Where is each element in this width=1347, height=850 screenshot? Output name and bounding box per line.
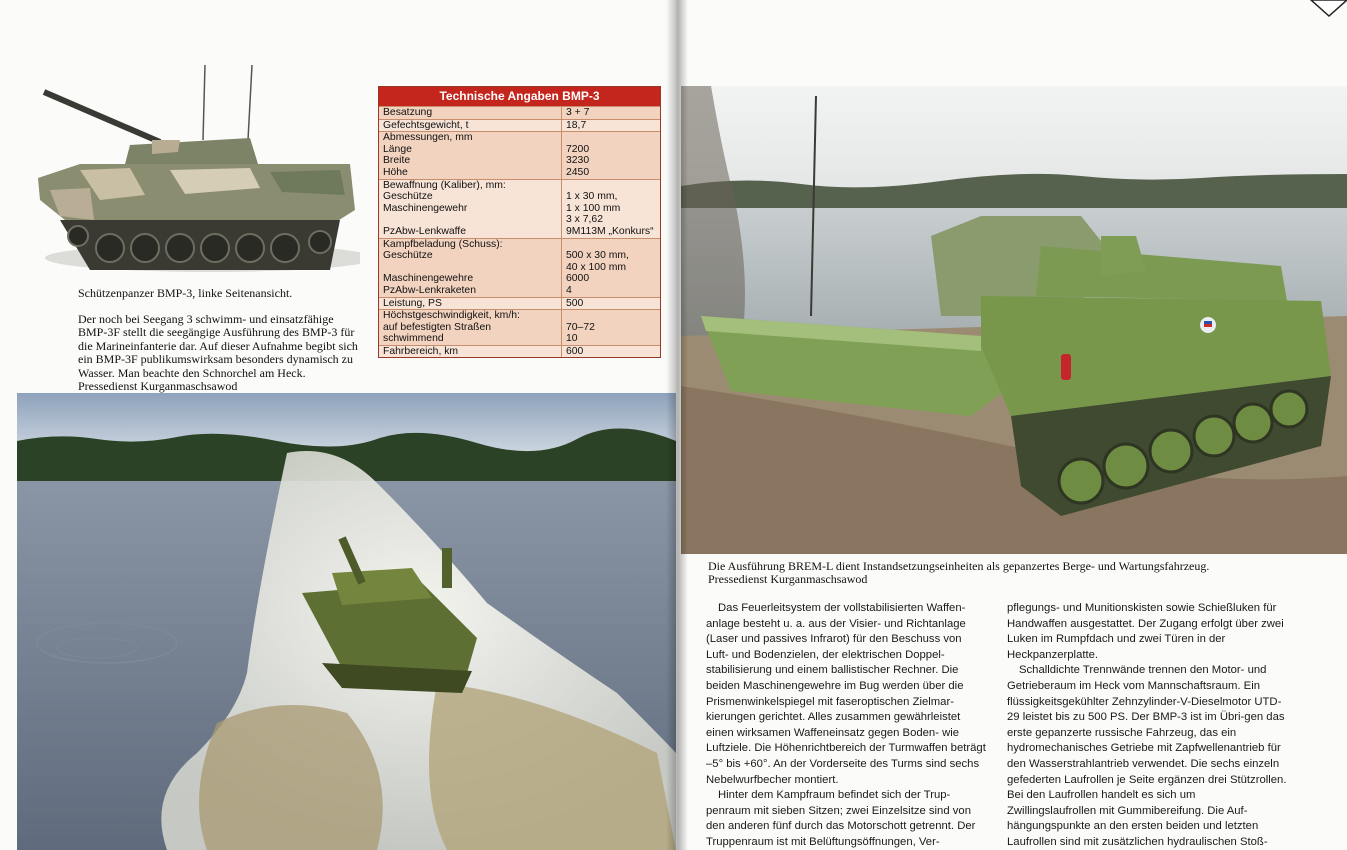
spec-value-line: 1 x 100 mm — [566, 202, 621, 214]
spec-value-line: 500 x 30 mm, — [566, 250, 629, 262]
spec-key-line: Leistung, PS — [383, 297, 442, 309]
spec-value-line: 6000 — [566, 273, 590, 285]
spec-row — [379, 238, 660, 297]
spec-value-line — [566, 180, 656, 192]
bmp3-illustration — [20, 60, 360, 280]
spec-key-line: Breite — [383, 155, 411, 167]
brem-l-illustration — [681, 86, 1347, 554]
spec-value-line: 70–72 — [566, 321, 595, 333]
spec-key-line: PzAbw-Lenkraketen — [383, 284, 476, 296]
body-col1-paragraph-1: Das Feuerleitsystem der vollstabilisierten Waffen-anlage besteht u. a. aus der Visier- und Richtanlage (Laser und passives Infrarot) für den Beschuss von Luft- und Bodenzielen, der elektrischen Doppel-stabilisierung und einem ballistischer Rechner. Die beiden Maschinengewehre im Bug werden über die Prismenwinkelspiegel mit faseroptischen Zielmar-kierungen gerichtet. Alles zusammen gewährleistet einen wirksamen Waffeneinsatz gegen Boden- wie Luftziele. Die Höhenrichtbereich der Turmwaffen beträgt –5° bis +60°. An der Vorderseite des Turms sind sechs Nebelwurfbecher montiert. — [706, 602, 986, 786]
spec-value-line: 4 — [566, 284, 572, 296]
spec-table — [378, 86, 661, 358]
right-page — [676, 0, 1347, 850]
spec-value-line: 3230 — [566, 155, 590, 167]
spec-key — [379, 239, 562, 297]
spec-value — [562, 120, 660, 132]
spec-value-line: 10 — [566, 333, 578, 345]
spec-key-line — [383, 262, 557, 274]
spec-row — [379, 309, 660, 345]
spec-value — [562, 132, 660, 178]
spec-row — [379, 297, 660, 310]
spec-key-line: Geschütze — [383, 191, 433, 203]
spec-row — [379, 179, 660, 238]
spec-value-line: 18,7 — [566, 119, 587, 131]
spec-key — [379, 310, 562, 345]
spec-key — [379, 120, 562, 132]
body-col2-paragraph-2: Schalldichte Trennwände trennen den Motor- und Getrieberaum im Heck vom Mannschaftsraum. Ein flüssigkeitsgekühlter Zehnzylinder-V-Dieselmotor UTD-29 leistet bis zu 500 PS. Der BMP-3 ist im Übri-gen das erste gepanzerte russische Fahrzeug, das ein hydromechanisches Getriebe mit Zapfwellenantrieb für den Wasserstrahlantrieb verwendet. Die sechs einzeln gefederten Laufrollen je Seite ergänzen drei Stützrollen. Bei den Laufrollen handelt es sich um Zwillingslaufrollen mit Gummibereifung. Die Auf-hängungspunkte an den ersten beiden und letzten Laufrollen sind mit zusätzlichen hydraulischen Stoß- — [1007, 664, 1287, 848]
body-column-1 — [706, 601, 986, 850]
spec-key-line — [383, 214, 557, 226]
spec-key-line: Maschinengewehre — [383, 273, 474, 285]
spec-key-line: Maschinengewehr — [383, 202, 468, 214]
spec-key-line: Abmessungen, mm — [383, 132, 473, 144]
caption-brem-l: Die Ausführung BREM-L dient Instandsetzungseinheiten als gepanzertes Berge- und Wartungsfahrzeug. Pressedienst Kurganmaschsawod — [708, 559, 1210, 587]
caption-bmp3-side-view: Schützenpanzer BMP-3, linke Seitenansicht. — [78, 286, 293, 300]
page-corner-fold-icon — [1307, 0, 1347, 20]
spec-value-line: 40 x 100 mm — [566, 261, 627, 273]
spec-value-line — [566, 310, 656, 322]
caption-bmp3f: Der noch bei Seegang 3 schwimm- und einsatzfähige BMP-3F stellt die seegängige Ausführung des BMP-3 für die Marineinfanterie dar. Auf dieser Aufnahme begibt sich ein BMP-3F publikumswirksam besonders dynamisch zu Wasser. Man beachte den Schnorchel am Heck. Pressedienst Kurganmaschsawod — [78, 312, 358, 394]
spec-value — [562, 346, 660, 358]
spec-key-line: Höchstgeschwindigkeit, km/h: — [383, 310, 520, 322]
spec-key-line: Höhe — [383, 166, 408, 178]
spec-key-line: Besatzung — [383, 107, 433, 118]
spec-key-line: Geschütze — [383, 250, 433, 262]
spec-key — [379, 107, 562, 119]
spec-row — [379, 345, 660, 358]
spec-value — [562, 107, 660, 119]
brem-l-photo — [681, 86, 1347, 554]
body-column-2 — [1007, 601, 1287, 850]
spec-value — [562, 180, 660, 238]
spec-value-line: 1 x 30 mm, — [566, 191, 618, 203]
spec-key — [379, 180, 562, 238]
spec-value-line: 3 + 7 — [566, 107, 590, 118]
spec-row — [379, 106, 660, 119]
bmp3f-illustration — [17, 393, 676, 850]
spec-key — [379, 132, 562, 178]
spec-value — [562, 298, 660, 310]
spec-value-line: 600 — [566, 345, 584, 357]
spec-value-line — [566, 239, 656, 251]
bmp3f-water-photo — [17, 393, 676, 850]
spec-table-rows — [379, 106, 660, 357]
spec-value-line: 2450 — [566, 166, 590, 178]
spec-key-line: Kampfbeladung (Schuss): — [383, 238, 503, 250]
spec-key — [379, 298, 562, 310]
spec-value — [562, 310, 660, 345]
spec-value — [562, 239, 660, 297]
spec-value-line: 3 x 7,62 — [566, 214, 603, 226]
spec-key-line: auf befestigten Straßen — [383, 321, 492, 333]
spec-key-line: schwimmend — [383, 333, 444, 345]
bmp3-side-view-photo — [20, 60, 360, 280]
spec-value-line: 7200 — [566, 143, 590, 155]
spec-key — [379, 346, 562, 358]
spec-value-line — [566, 132, 656, 144]
body-col1-paragraph-2: Hinter dem Kampfraum befindet sich der Trup-penraum mit sieben Sitzen; zwei Einzelsitze sind von den anderen fünf durch das Motorschott getrennt. Der Truppenraum ist mit Belüftungsöffnungen, Ver- — [706, 789, 976, 848]
spec-row — [379, 119, 660, 132]
body-col2-paragraph-1: pflegungs- und Munitionskisten sowie Schießluken für Handwaffen ausgestattet. Der Zugang erfolgt über zwei Luken im Rumpfdach und zwei Türen in der Heckpanzerplatte. — [1007, 602, 1284, 661]
spec-key-line: Fahrbereich, km — [383, 345, 459, 357]
spec-row — [379, 131, 660, 178]
spec-key-line: Bewaffnung (Kaliber), mm: — [383, 179, 506, 191]
spec-key-line: PzAbw-Lenkwaffe — [383, 225, 466, 237]
spec-key-line: Gefechtsgewicht, t — [383, 119, 469, 131]
book-gutter — [666, 0, 688, 850]
spec-table-title: Technische Angaben BMP-3 — [379, 87, 660, 106]
spec-key-line: Länge — [383, 143, 412, 155]
spec-value-line: 9M113M „Konkurs“ — [566, 225, 654, 237]
spec-value-line: 500 — [566, 297, 584, 309]
